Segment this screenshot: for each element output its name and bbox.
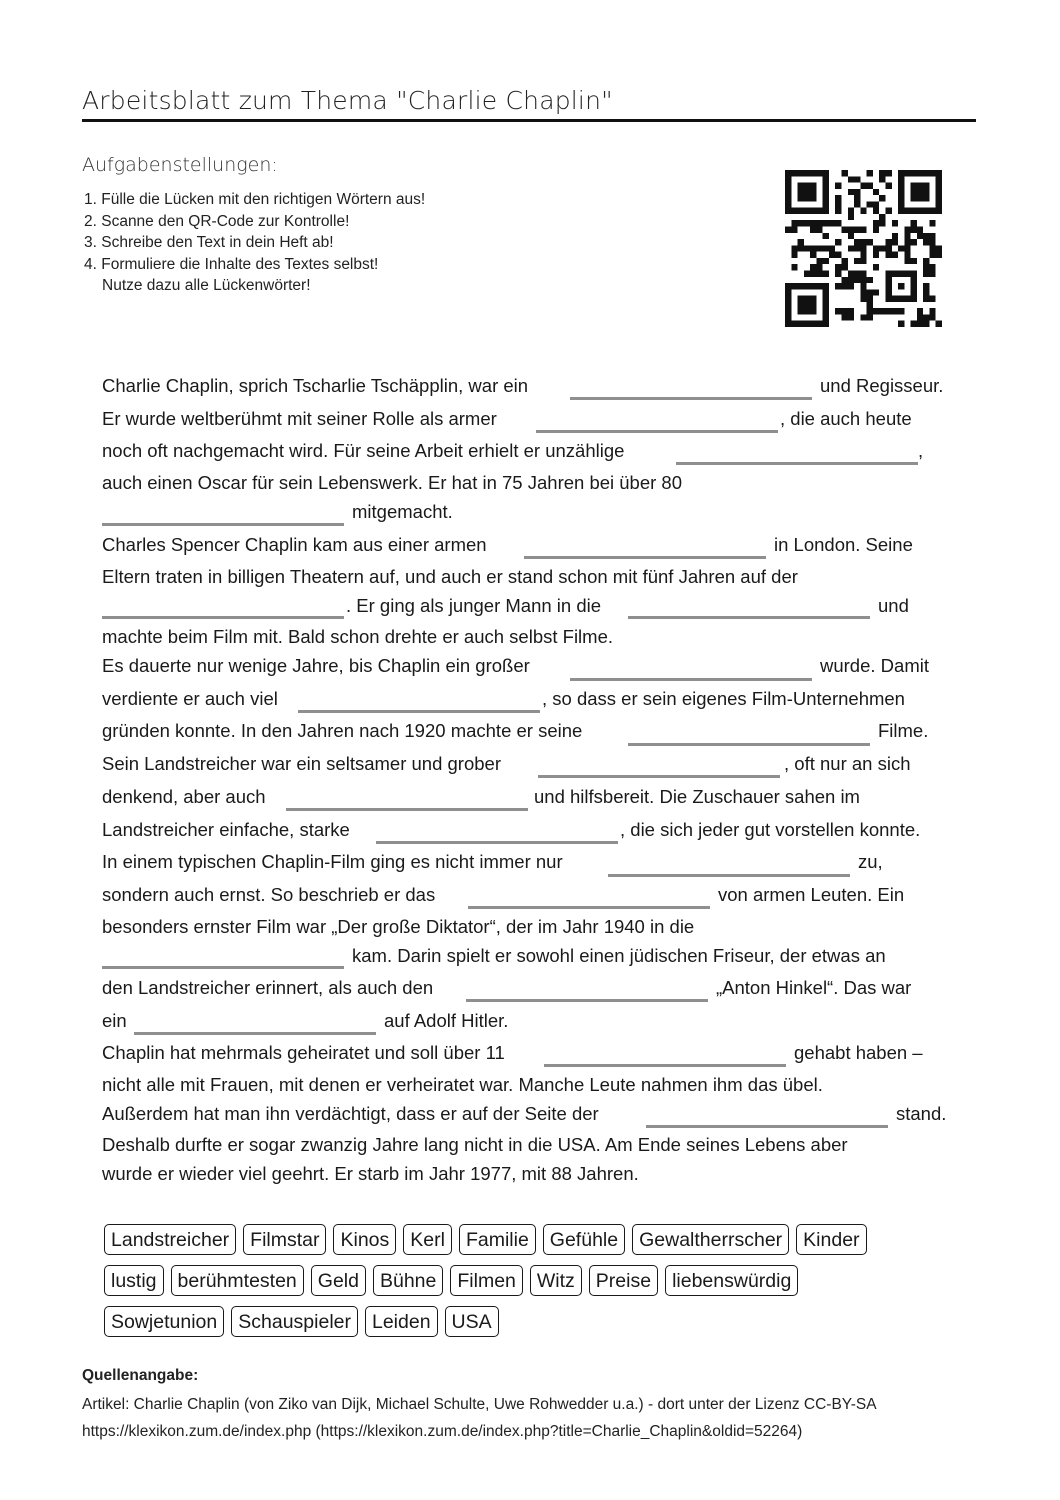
blank-gap[interactable] (524, 556, 766, 559)
task-item: 3. Schreibe den Text in dein Heft ab! (84, 234, 334, 251)
text-line: , die sich jeder gut vorstellen konnte. (620, 819, 921, 840)
task-item: 4. Formuliere die Inhalte des Textes selbst! (84, 255, 379, 273)
text-line: Außerdem hat man ihn verdächtigt, dass er auf der Seite der (102, 1103, 599, 1124)
text-line: auch einen Oscar für sein Lebenswerk. Er hat in 75 Jahren bei über 80 (102, 472, 683, 493)
word-chip[interactable]: liebenswürdig (665, 1265, 798, 1296)
blank-gap[interactable] (468, 906, 710, 909)
text-line: denkend, aber auch (102, 786, 266, 807)
word-chip[interactable]: Kinder (796, 1224, 866, 1255)
blank-gap[interactable] (102, 523, 344, 526)
blank-gap[interactable] (536, 430, 778, 433)
blank-gap[interactable] (134, 1032, 376, 1035)
word-chip[interactable]: Witz (530, 1265, 582, 1296)
text-line: noch oft nachgemacht wird. Für seine Arbeit erhielt er unzählige (102, 440, 625, 461)
word-chip[interactable]: Leiden (365, 1306, 438, 1337)
text-line: , so dass er sein eigenes Film-Unternehmen (542, 688, 905, 709)
text-line: und Regisseur. (820, 375, 944, 396)
title-underline (82, 119, 976, 122)
text-line: wurde er wieder viel geehrt. Er starb im Jahr 1977, mit 88 Jahren. (102, 1163, 639, 1184)
task-item: 2. Scanne den QR-Code zur Kontrolle! (84, 212, 350, 230)
text-line: von armen Leuten. Ein (718, 884, 905, 905)
text-line: , (918, 440, 924, 461)
word-chip[interactable]: Kerl (403, 1224, 452, 1255)
text-line: verdiente er auch viel (102, 688, 278, 709)
task-item: 1. Fülle die Lücken mit den richtigen Wörtern aus! (84, 191, 426, 208)
text-line: Eltern traten in billigen Theatern auf, und auch er stand schon mit fünf Jahren auf der (102, 566, 798, 587)
word-chip[interactable]: lustig (104, 1265, 164, 1296)
text-line: und (878, 595, 909, 616)
blank-gap[interactable] (466, 999, 708, 1002)
word-chip[interactable]: Landstreicher (104, 1224, 236, 1255)
blank-gap[interactable] (608, 874, 850, 877)
blank-gap[interactable] (676, 462, 918, 465)
text-line: Landstreicher einfache, starke (102, 819, 350, 840)
word-chip[interactable]: Schauspieler (231, 1306, 358, 1337)
text-line: wurde. Damit (820, 655, 929, 676)
text-line: , oft nur an sich (784, 753, 911, 774)
text-line: zu, (858, 851, 883, 872)
word-chip[interactable]: Familie (459, 1224, 536, 1255)
text-line: In einem typischen Chaplin-Film ging es nicht immer nur (102, 851, 563, 872)
text-line: „Anton Hinkel“. Das war (716, 977, 912, 998)
text-line: gründen konnte. In den Jahren nach 1920 machte er seine (102, 720, 583, 741)
word-bank-row (104, 1224, 874, 1255)
text-line: Er wurde weltberühmt mit seiner Rolle als armer (102, 408, 497, 429)
source-url[interactable]: https://klexikon.zum.de/index.php (https://klexikon.zum.de/index.php?title=Charlie_Chaplin&oldid=52264) (82, 1423, 803, 1440)
blank-gap[interactable] (102, 616, 344, 619)
text-line: gehabt haben – (794, 1042, 923, 1063)
tasks-heading: Aufgabenstellungen: (82, 154, 278, 176)
text-line: machte beim Film mit. Bald schon drehte er auch selbst Filme. (102, 626, 613, 647)
word-chip[interactable]: Gefühle (543, 1224, 625, 1255)
blank-gap[interactable] (570, 397, 812, 400)
text-line: Deshalb durfte er sogar zwanzig Jahre lang nicht in die USA. Am Ende seines Lebens aber (102, 1134, 848, 1155)
text-line: Charles Spencer Chaplin kam aus einer armen (102, 534, 487, 555)
blank-gap[interactable] (646, 1125, 888, 1128)
page-title: Arbeitsblatt zum Thema "Charlie Chaplin" (82, 86, 613, 115)
text-line: kam. Darin spielt er sowohl einen jüdischen Friseur, der etwas an (352, 945, 886, 966)
text-line: Filme. (878, 720, 929, 741)
text-line: nicht alle mit Frauen, mit denen er verheiratet war. Manche Leute nahmen ihm das übel. (102, 1074, 823, 1095)
text-line: Chaplin hat mehrmals geheiratet und soll über 11 (102, 1042, 505, 1063)
word-bank-row (104, 1265, 805, 1296)
word-chip[interactable]: berühmtesten (171, 1265, 304, 1296)
text-line: und hilfsbereit. Die Zuschauer sahen im (534, 786, 860, 807)
text-line: den Landstreicher erinnert, als auch den (102, 977, 434, 998)
word-chip[interactable]: Filmen (450, 1265, 523, 1296)
qr-code[interactable] (785, 170, 942, 327)
text-line: besonders ernster Film war „Der große Diktator“, der im Jahr 1940 in die (102, 916, 695, 937)
text-line: , die auch heute (780, 408, 912, 429)
word-bank-row (104, 1306, 506, 1337)
text-line: stand. (896, 1103, 947, 1124)
word-chip[interactable]: Bühne (373, 1265, 443, 1296)
word-chip[interactable]: Filmstar (243, 1224, 326, 1255)
text-line: in London. Seine (774, 534, 913, 555)
blank-gap[interactable] (538, 775, 780, 778)
source-label: Quellenangabe: (82, 1367, 199, 1384)
blank-gap[interactable] (628, 743, 870, 746)
text-line: Es dauerte nur wenige Jahre, bis Chaplin ein großer (102, 655, 530, 676)
text-line: mitgemacht. (352, 501, 453, 522)
text-line: auf Adolf Hitler. (384, 1010, 509, 1031)
task-list (84, 189, 425, 297)
text-line: Charlie Chaplin, sprich Tscharlie Tschäpplin, war ein (102, 375, 529, 396)
task-item: Nutze dazu alle Lückenwörter! (102, 277, 311, 294)
blank-gap[interactable] (544, 1064, 786, 1067)
word-chip[interactable]: USA (445, 1306, 499, 1337)
word-chip[interactable]: Sowjetunion (104, 1306, 224, 1337)
word-chip[interactable]: Geld (311, 1265, 366, 1296)
blank-gap[interactable] (628, 616, 870, 619)
text-line: . Er ging als junger Mann in die (346, 595, 602, 616)
text-line: ein (102, 1010, 127, 1031)
blank-gap[interactable] (286, 808, 528, 811)
source-citation: Artikel: Charlie Chaplin (von Ziko van Dijk, Michael Schulte, Uwe Rohwedder u.a.) - dort unter der Lizenz CC-BY-SA (82, 1396, 877, 1413)
word-chip[interactable]: Preise (589, 1265, 658, 1296)
text-line: Sein Landstreicher war ein seltsamer und grober (102, 753, 501, 774)
blank-gap[interactable] (298, 710, 540, 713)
text-line: sondern auch ernst. So beschrieb er das (102, 884, 436, 905)
blank-gap[interactable] (376, 841, 618, 844)
word-chip[interactable]: Kinos (333, 1224, 396, 1255)
word-chip[interactable]: Gewaltherrscher (632, 1224, 789, 1255)
blank-gap[interactable] (102, 966, 344, 969)
blank-gap[interactable] (570, 678, 812, 681)
